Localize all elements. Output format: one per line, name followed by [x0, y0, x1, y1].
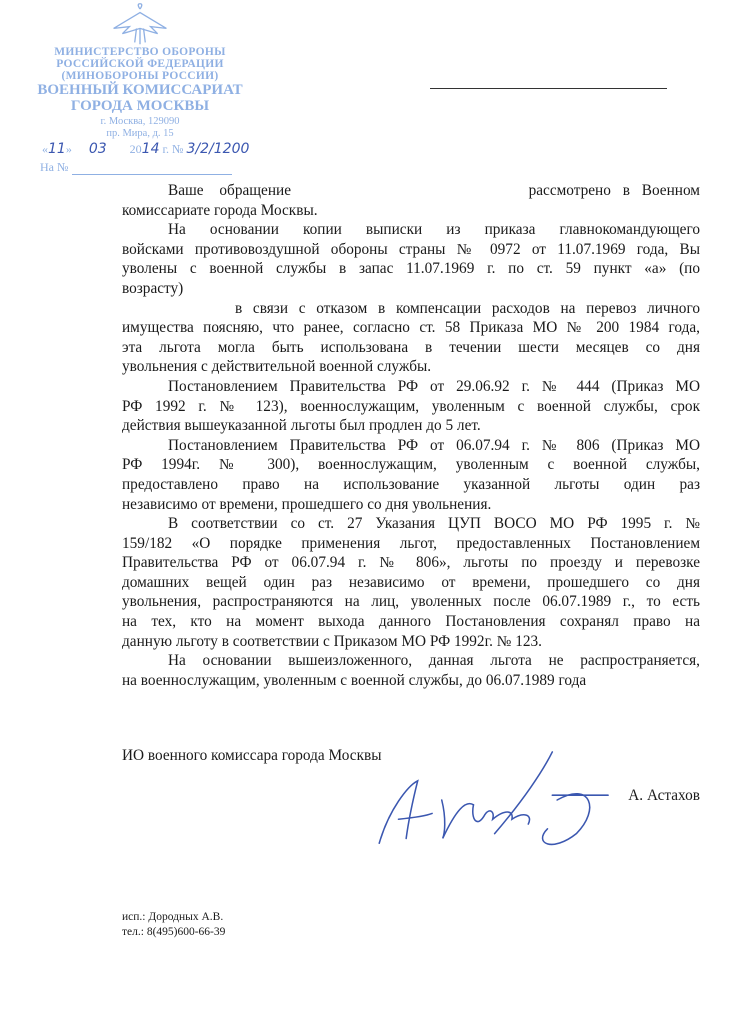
body-line: увольнения с действительной военной службы. — [122, 358, 432, 376]
date-month: 03 — [88, 141, 107, 157]
letterhead-line: (МИНОБОРОНЫ РОССИИ) — [61, 70, 219, 82]
body-line: имущества поясняю, что ранее, согласно ст. 58 Приказа МО № 200 1984 года, — [122, 319, 700, 337]
handwritten-signature — [360, 740, 610, 860]
letterhead-address: пр. Мира, д. 15 — [106, 128, 174, 139]
body-line: эта льгота могла быть использована в течении шести месяцев со дня — [122, 338, 700, 356]
body-line: На основании копии выписки из приказа главнокомандующего — [168, 221, 700, 239]
letter-body — [122, 181, 700, 690]
addressee-line — [430, 88, 667, 89]
body-line: В соответствии со ст. 27 Указания ЦУП ВОСО МО РФ 1995 г. № — [168, 515, 700, 533]
body-line: 159/182 «О порядке применения льгот, предоставленных Постановлением — [122, 534, 700, 552]
date-suffix: г. № — [162, 142, 184, 156]
body-line: увольнения, распространяются на лиц, уволенных после 06.07.1989 г., то есть — [122, 593, 700, 611]
body-line: РФ 1992 г. № 123), военнослужащим, уволенным с военной службы, срок — [122, 397, 700, 415]
letterhead-address: г. Москва, 129090 — [100, 116, 180, 127]
date-day: 11 — [48, 141, 66, 157]
letterhead-line: ГОРОДА МОСКВЫ — [70, 98, 210, 114]
letterhead-stamp — [30, 46, 250, 140]
body-line: возрасту) — [122, 279, 184, 297]
letterhead-line: ВОЕННЫЙ КОМИССАРИАТ — [37, 82, 243, 98]
body-line: на военнослужащим, уволенным с военной службы, до 06.07.1989 года — [122, 671, 587, 689]
body-line: в связи с отказом в компенсации расходов на перевоз личного — [235, 299, 700, 317]
body-line: уволены с военной службы в запас 11.07.1969 г. по ст. 59 пункт «а» (по — [122, 260, 700, 278]
date-line: «11» 03 2014 г. № 3/2/1200 — [42, 141, 250, 157]
reg-number: 3/2/1200 — [186, 141, 250, 157]
body-line: войсками противовоздушной обороны страны № 0972 от 11.07.1969 года, Вы — [122, 240, 700, 258]
in-reply-to-label: На № — [40, 160, 69, 174]
body-line: независимо от времени, прошедшего со дня увольнения. — [122, 495, 492, 513]
body-line: комиссариате города Москвы. — [122, 201, 318, 219]
letterhead-line: МИНИСТЕРСТВО ОБОРОНЫ — [54, 46, 226, 58]
letterhead-line: РОССИЙСКОЙ ФЕДЕРАЦИИ — [56, 58, 224, 70]
body-text: рассмотрено в Военном — [528, 182, 700, 199]
executor-name: исп.: Дородных А.В. — [122, 911, 224, 923]
executor-phone: тел.: 8(495)600-66-39 — [122, 926, 226, 938]
body-text: Ваше обращение — [168, 182, 291, 199]
body-line — [122, 181, 700, 201]
executor-info — [122, 910, 225, 940]
signatory-name: А. Астахов — [628, 787, 700, 804]
body-line: Постановлением Правительства РФ от 29.06.92 г. № 444 (Приказ МО — [168, 377, 700, 395]
body-line: Постановлением Правительства РФ от 06.07.94 г. № 806 (Приказ МО — [168, 436, 700, 454]
body-line: домашних вещей один раз независимо от времени, прошедшего со дня — [122, 573, 700, 591]
eagle-emblem-icon — [100, 2, 180, 46]
signatory-title: ИО военного комиссара города Москвы — [122, 747, 382, 764]
body-line: предоставлено право на использование указанной льготы один раз — [122, 475, 700, 493]
body-line: На основании вышеизложенного, данная льгота не распространяется, — [168, 652, 700, 670]
date-year-prefix: 20 — [129, 142, 142, 156]
body-line: РФ 1994г. № 300), военнослужащим, уволенным с военной службы, — [122, 456, 700, 474]
body-line: данную льготу в соответствии с Приказом МО РФ 1992г. № 123. — [122, 632, 542, 650]
date-year: 14 — [141, 141, 160, 157]
in-reply-to-line — [72, 174, 232, 175]
date-quote: « — [42, 142, 48, 156]
body-line: действия вышеуказанной льготы был продлен до 5 лет. — [122, 417, 481, 435]
body-line: на тех, кто на момент выхода данного Постановления сохранял право на — [122, 613, 700, 631]
body-line: Правительства РФ от 06.07.94 г. № 806», льготы по проезду и перевозке — [122, 554, 700, 572]
